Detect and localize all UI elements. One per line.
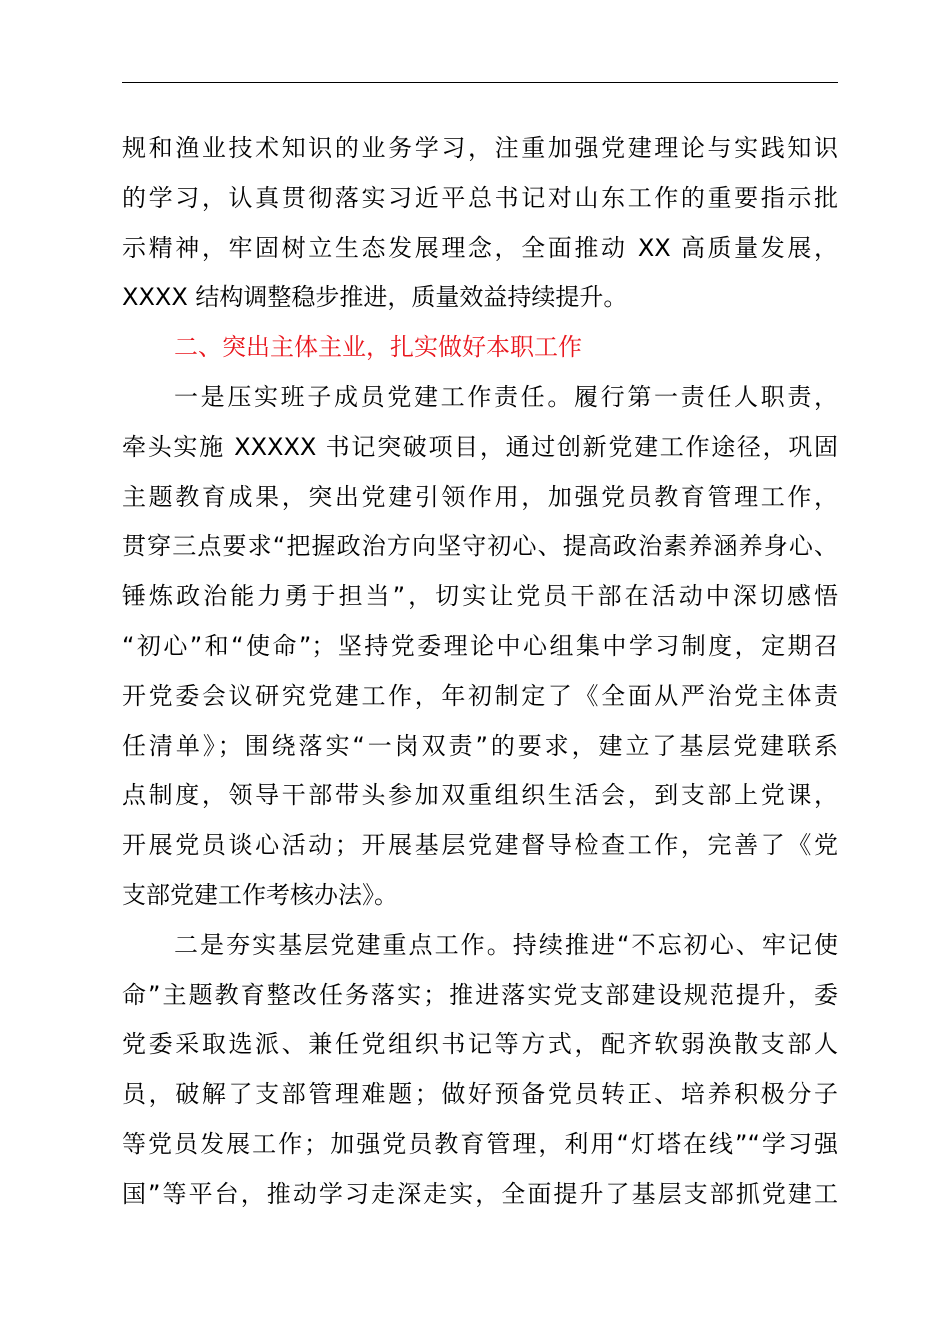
text-line-16: 支部党建工作考核办法》。 [122, 880, 398, 909]
text-line-17: 二是夯实基层党建重点工作。持续推进“不忘初心、牢记使 [174, 930, 838, 959]
text-line-13: 任清单》；围绕落实“一岗双责”的要求，建立了基层党建联系 [122, 731, 838, 760]
text-line-1: 规和渔业技术知识的业务学习，注重加强党建理论与实践知识 [122, 134, 838, 162]
text-line-22: 国”等平台，推动学习走深走实，全面提升了基层支部抓党建工 [122, 1179, 838, 1208]
text-line-12: 开党委会议研究党建工作，年初制定了《全面从严治党主体责 [122, 681, 838, 710]
section-heading: 二、突出主体主业，扎实做好本职工作 [174, 333, 582, 362]
text-line-3: 示精神，牢固树立生态发展理念，全面推动 XX 高质量发展， [122, 233, 838, 262]
text-line-2: 的学习，认真贯彻落实习近平总书记对山东工作的重要指示批 [122, 183, 838, 212]
header-rule [122, 82, 838, 83]
text-line-8: 主题教育成果，突出党建引领作用，加强党员教育管理工作， [122, 482, 838, 511]
text-line-4: XXXX 结构调整稳步推进，质量效益持续提升。 [122, 283, 628, 312]
text-line-20: 员，破解了支部管理难题；做好预备党员转正、培养积极分子 [122, 1080, 838, 1109]
text-line-21: 等党员发展工作；加强党员教育管理，利用“灯塔在线”“学习强 [122, 1129, 838, 1158]
text-line-19: 党委采取选派、兼任党组织书记等方式，配齐软弱涣散支部人 [122, 1030, 838, 1059]
text-line-15: 开展党员谈心活动；开展基层党建督导检查工作，完善了《党 [122, 831, 838, 860]
text-line-18: 命”主题教育整改任务落实；推进落实党支部建设规范提升，委 [122, 980, 838, 1009]
text-line-10: 锤炼政治能力勇于担当”，切实让党员干部在活动中深切感悟 [122, 582, 838, 611]
text-line-9: 贯穿三点要求“把握政治方向坚守初心、提高政治素养涵养身心、 [122, 532, 838, 561]
text-line-6: 一是压实班子成员党建工作责任。履行第一责任人职责， [174, 382, 838, 411]
text-line-11: “初心”和“使命”；坚持党委理论中心组集中学习制度，定期召 [122, 631, 838, 660]
text-line-7: 牵头实施 XXXXX 书记突破项目，通过创新党建工作途径，巩固 [122, 432, 838, 461]
document-body [122, 124, 838, 1220]
text-line-14: 点制度，领导干部带头参加双重组织生活会，到支部上党课， [122, 781, 838, 810]
